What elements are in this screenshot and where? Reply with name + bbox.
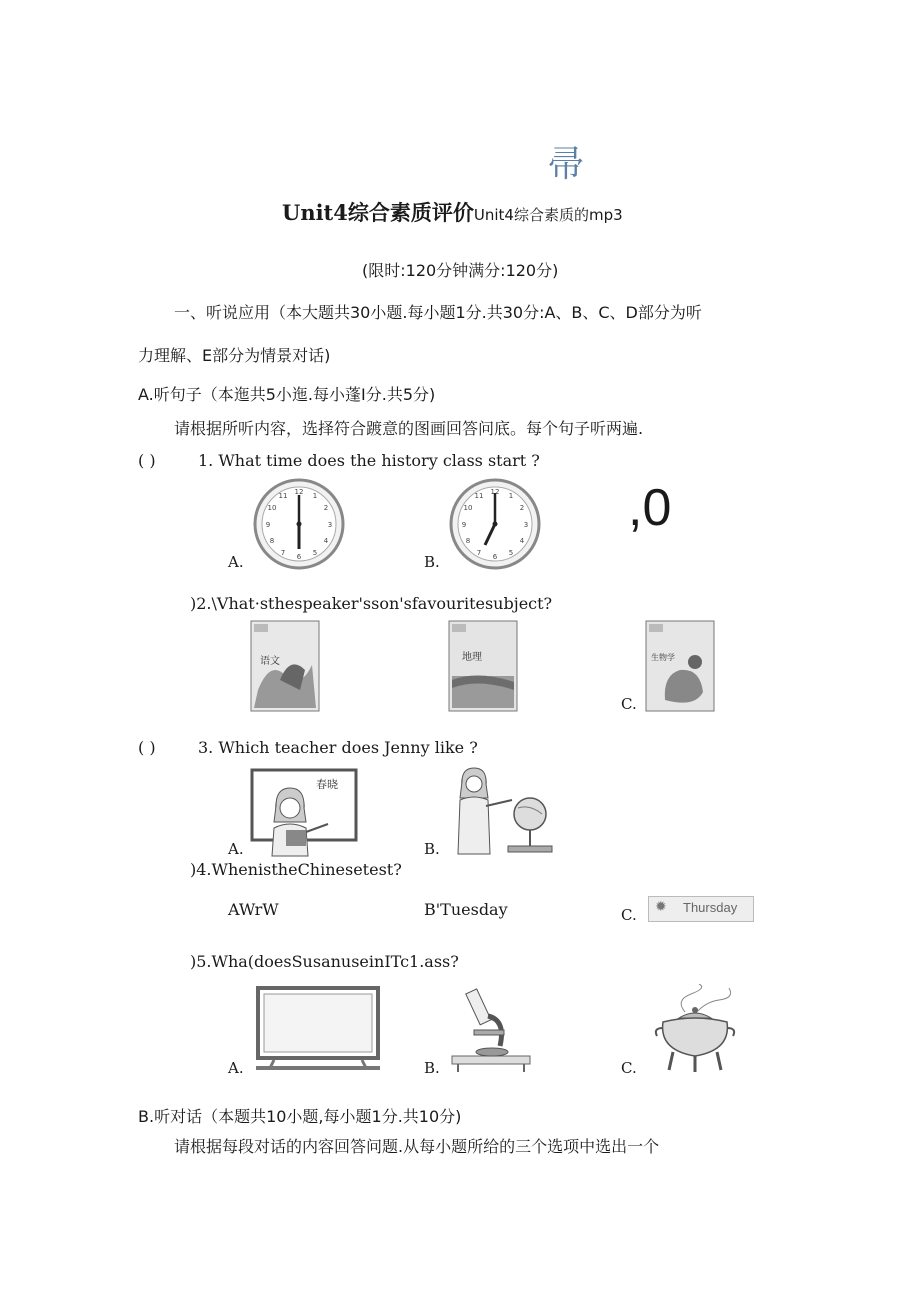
thursday-label: Thursday: [683, 900, 738, 915]
svg-text:4: 4: [519, 537, 525, 545]
q1-stray-mark: ,0: [628, 479, 672, 537]
q5-option-a: A.: [228, 1059, 244, 1077]
partA-heading: A.听句子（本迤共5小迤.每小蓬I分.共5分): [138, 385, 436, 404]
blackboard-label: 春晓: [316, 778, 338, 791]
q5-option-c: C.: [621, 1059, 637, 1077]
svg-text:12: 12: [490, 488, 500, 496]
svg-text:6: 6: [492, 553, 498, 561]
biology-book-icon: [645, 620, 715, 712]
q1-option-a: A.: [228, 553, 244, 571]
partB-instruction: 请根据每段对话的内容回答问题.从每小题所给的三个选项中选出一个: [174, 1137, 660, 1156]
teacher-blackboard-icon: [250, 766, 360, 858]
svg-text:5: 5: [508, 549, 514, 557]
q4-option-c: C.: [621, 906, 637, 924]
q1-option-b: B.: [424, 553, 440, 571]
svg-text:9: 9: [265, 521, 271, 529]
page-title: [282, 197, 623, 227]
thursday-card: [648, 896, 754, 922]
chinese-book-icon: [250, 620, 320, 712]
q4-option-a: AWrW: [228, 900, 279, 919]
partA-instruction: 请根据所听内容，选择符合踱意的图画回答问底。每个句子听两遍.: [174, 419, 644, 438]
svg-text:1: 1: [508, 492, 514, 500]
svg-text:10: 10: [463, 504, 473, 512]
svg-text:4: 4: [323, 537, 329, 545]
svg-text:11: 11: [474, 492, 484, 500]
q5-text: )5.Wha(doesSusanuseinITc1.ass?: [190, 952, 459, 971]
title-main: Unit4综合素质评价: [282, 200, 474, 225]
q4-option-b: B'Tuesday: [424, 900, 508, 919]
q2-option-c: C.: [621, 695, 637, 713]
svg-text:11: 11: [278, 492, 288, 500]
svg-text:9: 9: [461, 521, 467, 529]
q1-text: 1. What time does the history class start ?: [198, 451, 540, 470]
incense-burner-icon: [645, 984, 745, 1076]
q1-bracket: ( ): [138, 451, 156, 470]
microscope-icon: [450, 986, 532, 1074]
svg-text:12: 12: [294, 488, 304, 496]
teacher-globe-icon: [450, 764, 555, 858]
television-icon: [254, 986, 382, 1074]
book-label-biology: 生物学: [651, 653, 675, 662]
time-limit: (限时:120分钟满分:120分): [362, 261, 559, 280]
q2-text: )2.\Vhat·sthespeaker'sson'sfavouritesubject?: [190, 594, 553, 613]
q3-bracket: ( ): [138, 738, 156, 757]
svg-text:1: 1: [312, 492, 318, 500]
sun-icon: ✹: [655, 899, 667, 915]
book-label-chinese: 语文: [260, 656, 280, 667]
svg-text:3: 3: [523, 521, 529, 529]
svg-text:8: 8: [269, 537, 275, 545]
geography-book-icon: [448, 620, 518, 712]
svg-text:8: 8: [465, 537, 471, 545]
logo-mark: 帚: [548, 144, 585, 185]
svg-text:5: 5: [312, 549, 318, 557]
svg-text:7: 7: [280, 549, 286, 557]
clock-seven-icon: [448, 477, 542, 571]
book-label-geography: 地理: [462, 652, 482, 663]
q4-text: )4.WhenistheChinesetest?: [190, 860, 402, 879]
partB-heading: B.听对话（本题共10小题,每小题1分.共10分): [138, 1107, 462, 1126]
svg-text:7: 7: [476, 549, 482, 557]
section1-heading-line2: 力理解、E部分为情景对话): [138, 346, 331, 365]
q3-option-b: B.: [424, 840, 440, 858]
q5-option-b: B.: [424, 1059, 440, 1077]
svg-text:10: 10: [267, 504, 277, 512]
svg-text:2: 2: [519, 504, 525, 512]
svg-text:2: 2: [323, 504, 329, 512]
q3-text: 3. Which teacher does Jenny like ?: [198, 738, 478, 757]
q3-option-a: A.: [228, 840, 244, 858]
clock-six-icon: [252, 477, 346, 571]
svg-text:6: 6: [296, 553, 302, 561]
title-sub: Unit4综合素质的mp3: [473, 206, 623, 224]
section1-heading-line1: 一、听说应用（本大题共30小题.每小题1分.共30分:A、B、C、D部分为听: [174, 303, 702, 322]
svg-text:3: 3: [327, 521, 333, 529]
